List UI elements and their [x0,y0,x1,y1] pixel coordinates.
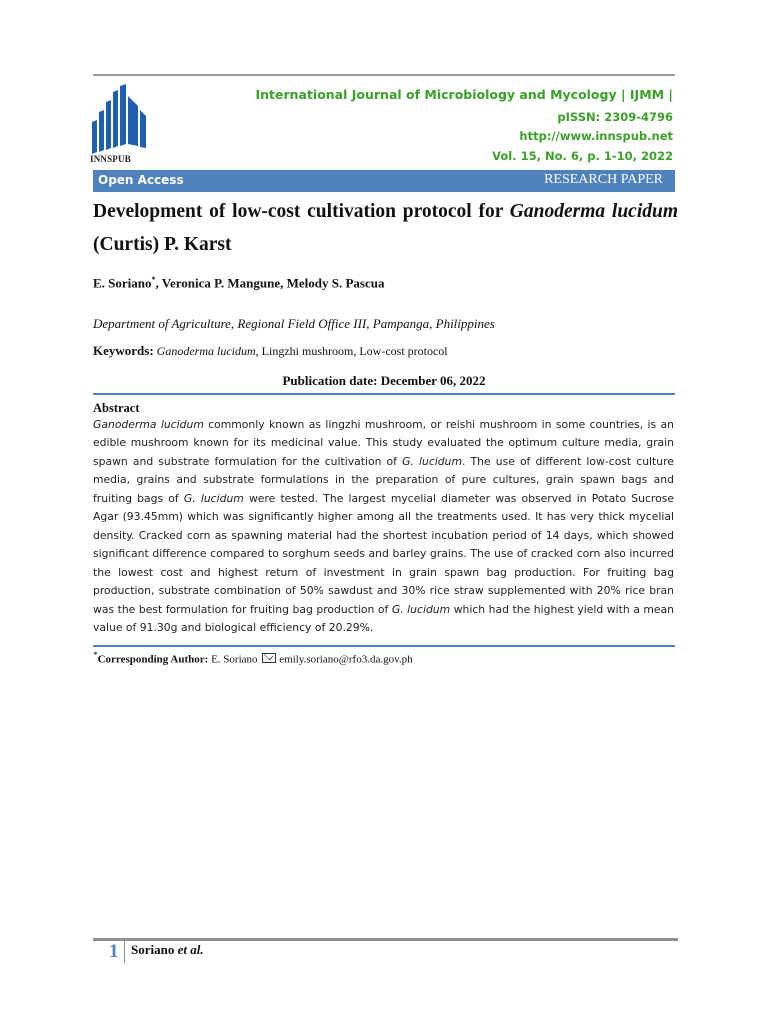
abstract-species: G. lucidum [402,454,462,468]
affiliation: Department of Agriculture, Regional Field Office III, Pampanga, Philippines [93,316,495,331]
author-rest: , Veronica P. Mangune, Melody S. Pascua [155,275,385,291]
footer-author [131,942,204,958]
abstract-bottom-rule [93,645,675,647]
journal-name: International Journal of Microbiology and Mycology | IJMM | [255,87,673,102]
publication-date: Publication date: December 06, 2022 [282,373,486,388]
abstract-text: commonly known as lingzhi mushroom, or reishi mushroom in some countries, is an edible mushroom known for its medicinal value. This study evaluated the optimum culture media, grain spawn and substrate formulation for the cultivation of [93,418,674,468]
abstract-text: . The use of different low-cost culture media, grains and substrate formulations in the preparation of pure cultures, grain spawn bags and fruiting bags of [93,454,674,505]
footer-divider [124,941,125,963]
abstract-species: G. lucidum [391,602,451,616]
corresponding-email-link[interactable]: emily.soriano@rfo3.da.gov.ph [279,653,413,666]
abstract-heading: Abstract [93,401,140,415]
article-type-banner [93,170,675,192]
corresponding-marker: * [151,275,156,284]
corresponding-author [93,650,413,666]
footer-author-name: Soriano [131,942,178,957]
open-access-label: Open Access [98,173,184,187]
abstract-species: G. lucidum [183,491,244,505]
title-text-end: (Curtis) P. Karst [93,234,232,255]
abstract-species: Ganoderma lucidum [93,418,204,431]
keywords [93,343,448,359]
abstract-text: which had the highest yield with a mean value of 91.30g and biological efficiency of 20.29%. [93,602,674,634]
issn: pISSN: 2309-4796 [557,110,673,124]
abstract-top-rule [93,393,675,395]
corresponding-label: Corresponding Author: [97,653,209,666]
paper-type-label: RESEARCH PAPER [544,172,663,187]
page-number: 1 [109,941,119,962]
footer-rule [93,938,678,941]
article-title [93,195,678,261]
volume-info: Vol. 15, No. 6, p. 1-10, 2022 [492,149,673,163]
journal-url-link[interactable]: http://www.innspub.net [519,129,673,143]
corresponding-name: E. Soriano [211,653,258,666]
title-text: Development of low-cost cultivation protocol for [93,201,510,222]
author-list [93,275,384,291]
title-species: Ganoderma lucidum [509,201,678,222]
abstract-text: were tested. The largest mycelial diameter was observed in Potato Sucrose Agar (93.45mm) which was significantly higher among all the treatments used. It has very thick mycelial density. Cracked corn as spawning material had the shortest incubation period of 14 days, which showed significant difference compared to sorghum seeds and barley grains. The use of cracked corn also incurred the lowest cost and highest return of investment in grain spawn bag production. For fruiting bag production, substrate combination of 50% sawdust and 30% rice straw supplemented with 20% rice bran was the best formulation for fruiting bag production of [93,491,674,616]
author-first: E. Soriano [93,275,152,291]
header-top-rule [93,74,675,76]
keywords-rest: , Lingzhi mushroom, Low-cost protocol [255,344,448,358]
envelope-icon [262,653,276,663]
logo-text: INNSPUB [90,154,131,164]
keyword-species: Ganoderma lucidum [156,344,256,358]
corresponding-marker: * [93,650,98,660]
keywords-label: Keywords: [93,343,154,358]
footer-etal: et al. [177,942,204,957]
abstract-body [93,416,674,637]
